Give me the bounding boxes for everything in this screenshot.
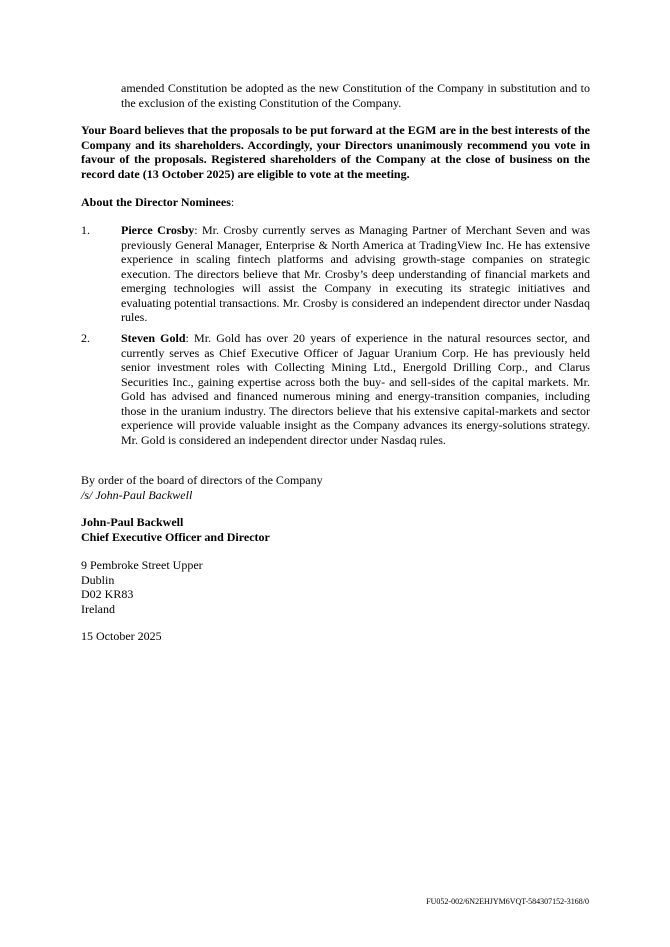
address-line-4: Ireland xyxy=(81,601,115,616)
address-block xyxy=(81,558,590,616)
signer-block xyxy=(81,515,590,544)
intro-continuation-paragraph: amended Constitution be adopted as the new Constitution of the Company in substitution and to the exclusion of the existing Constitution of the Company. xyxy=(121,81,590,110)
nominees-heading xyxy=(81,195,590,210)
address-line-2: Dublin xyxy=(81,572,115,587)
nominee-name: Pierce Crosby xyxy=(121,223,195,237)
address-line-1: 9 Pembroke Street Upper xyxy=(81,558,203,572)
nominee-description-text: : Mr. Gold has over 20 years of experience in the natural resources sector, and currently serves as Chief Executive Officer of Jaguar Uranium Corp. He has previously held senior investment roles with Collecting Mining Ltd., Energold Drilling Corp., and Clarus Securities Inc., gaining expertise across both the buy- and sell-sides of the capital markets. Mr. Gold has advised and financed numerous mining and energy-transition companies, including those in the uranium industry. The directors believe that his extensive capital-markets and sector experience will provide valuable insight as the Company advances its energy-solutions strategy. Mr. Gold is considered an independent director under Nasdaq rules. xyxy=(121,331,590,447)
closing-block xyxy=(81,473,590,502)
signature-line: /s/ John-Paul Backwell xyxy=(81,487,193,502)
address-line-3: D02 KR83 xyxy=(81,587,134,601)
signer-name: John-Paul Backwell xyxy=(81,515,184,529)
nominees-heading-colon: : xyxy=(230,195,235,209)
nominee-name: Steven Gold xyxy=(121,331,186,345)
nominees-heading-text: About the Director Nominees xyxy=(81,195,231,209)
nominee-number: 2. xyxy=(81,331,90,345)
nominee-description xyxy=(121,223,590,325)
document-date: 15 October 2025 xyxy=(81,629,162,643)
signer-title: Chief Executive Officer and Director xyxy=(81,529,270,544)
footer-reference: FU052-002/6N2EHJYM6VQT-584307152-3168/0 xyxy=(426,897,589,906)
nominee-number: 1. xyxy=(81,223,90,237)
nominee-description-text: : Mr. Crosby currently serves as Managing Partner of Merchant Seven and was previously General Manager, Enterprise & North America at TradingView Inc. He has extensive experience in scaling fintech platforms and advising growth-stage companies on strategic execution. The directors believe that Mr. Crosby’s deep understanding of financial markets and emerging technologies will assist the Company in executing its strategic initiatives and evaluating potential transactions. Mr. Crosby is considered an independent director under Nasdaq rules. xyxy=(121,223,591,324)
nominee-description xyxy=(121,331,590,447)
board-recommendation-paragraph: Your Board believes that the proposals to be put forward at the EGM are in the best interests of the Company and its shareholders. Accordingly, your Directors unanimously recommend you vote in favour of the proposals. Registered shareholders of the Company at the close of business on the record date (13 October 2025) are eligible to vote at the meeting. xyxy=(81,123,590,181)
by-order-line: By order of the board of directors of the Company xyxy=(81,473,323,487)
